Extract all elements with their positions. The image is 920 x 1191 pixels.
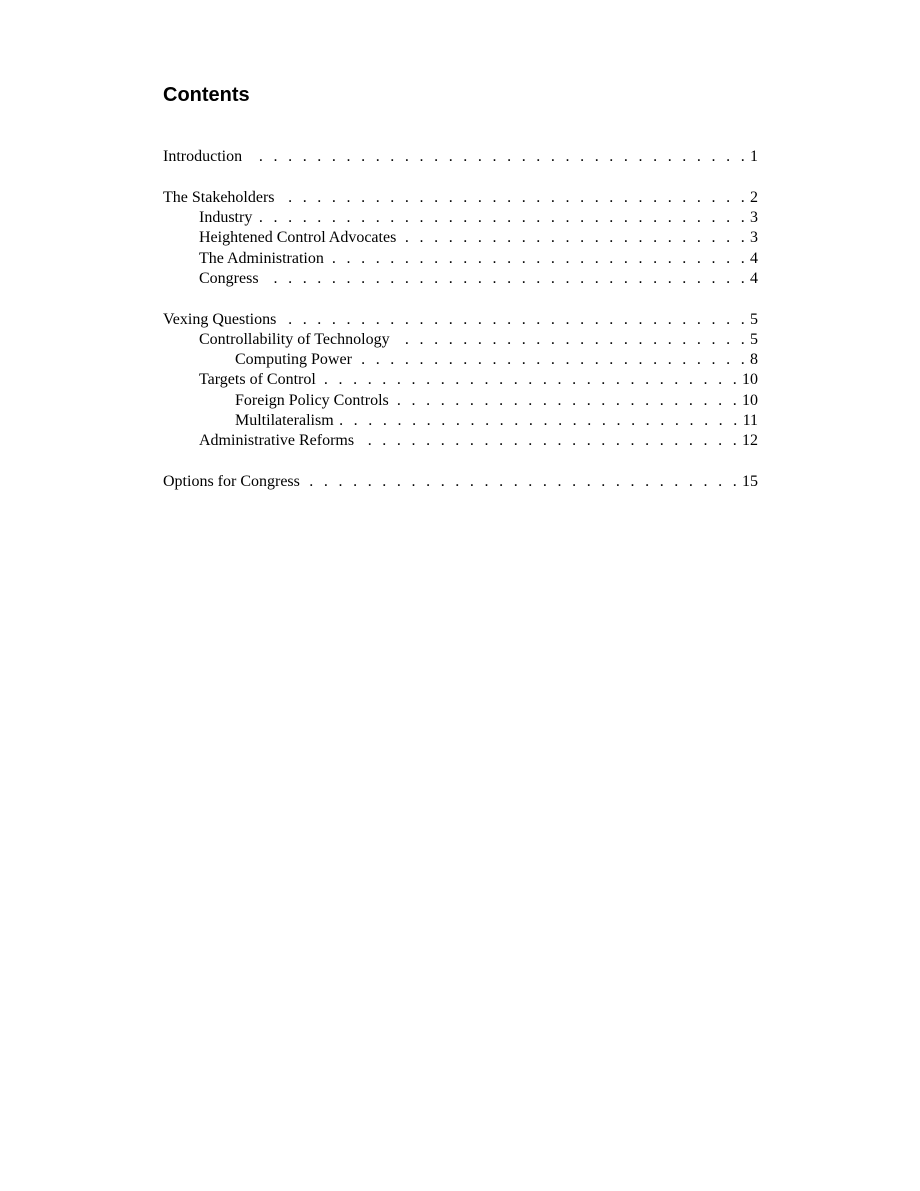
toc-entry-label: Options for Congress <box>163 473 300 490</box>
toc-entry-label: Administrative Reforms <box>199 432 355 449</box>
toc-dot-leader <box>265 269 748 289</box>
toc-entry-foreign-policy-controls[interactable] <box>235 391 758 411</box>
toc-page-number: 5 <box>750 311 758 328</box>
toc-entry-options-for-congress[interactable] <box>163 472 758 492</box>
toc-dot-leader <box>306 472 740 492</box>
toc-page-number: 10 <box>742 371 758 388</box>
toc-page-number: 10 <box>742 392 758 409</box>
toc-entry-label: Controllability of Technology <box>199 331 390 348</box>
toc-entry-the-stakeholders[interactable] <box>163 188 758 208</box>
toc-entry-label: Vexing Questions <box>163 311 277 328</box>
toc-page-number: 4 <box>750 270 758 287</box>
toc-entry-computing-power[interactable] <box>235 350 758 370</box>
toc-dot-leader <box>281 188 748 208</box>
toc-dot-leader <box>322 370 740 390</box>
toc-dot-leader <box>360 431 740 451</box>
toc-dot-leader <box>402 228 748 248</box>
toc-entry-label: Introduction <box>163 148 243 165</box>
toc-dot-leader <box>248 147 748 167</box>
toc-page-number: 5 <box>750 331 758 348</box>
toc-page-number: 1 <box>750 148 758 165</box>
toc-entry-label: The Stakeholders <box>163 189 275 206</box>
toc-entry-vexing-questions[interactable] <box>163 310 758 330</box>
toc-page-number: 2 <box>750 189 758 206</box>
toc-entry-label: The Administration <box>199 250 324 267</box>
toc-page-number: 4 <box>750 250 758 267</box>
toc-dot-leader <box>330 249 748 269</box>
toc-page-number: 11 <box>742 412 758 429</box>
page-title: Contents <box>163 84 250 106</box>
toc-dot-leader <box>395 391 740 411</box>
toc-entry-multilateralism[interactable] <box>235 411 758 431</box>
toc-page-number: 3 <box>750 209 758 226</box>
toc-entry-administrative-reforms[interactable] <box>199 431 758 451</box>
toc-dot-leader <box>340 411 741 431</box>
toc-entry-label: Congress <box>199 270 259 287</box>
toc-page-number: 15 <box>742 473 758 490</box>
toc-entry-label: Heightened Control Advocates <box>199 229 397 246</box>
toc-page-number: 3 <box>750 229 758 246</box>
toc-entry-controllability-of-technology[interactable] <box>199 330 758 350</box>
toc-entry-label: Targets of Control <box>199 371 316 388</box>
toc-page-number: 8 <box>750 351 758 368</box>
toc-dot-leader <box>282 310 748 330</box>
toc-dot-leader <box>396 330 748 350</box>
toc-entry-industry[interactable] <box>199 208 758 228</box>
toc-entry-label: Multilateralism <box>235 412 334 429</box>
toc-entry-label: Computing Power <box>235 351 352 368</box>
toc-entry-label: Foreign Policy Controls <box>235 392 389 409</box>
toc-entry-label: Industry <box>199 209 253 226</box>
toc-page-number: 12 <box>742 432 758 449</box>
toc-dot-leader <box>258 208 748 228</box>
toc-entry-congress[interactable] <box>199 269 758 289</box>
toc-entry-targets-of-control[interactable] <box>199 370 758 390</box>
toc-dot-leader <box>358 350 748 370</box>
toc-entry-introduction[interactable] <box>163 147 758 167</box>
toc-entry-the-administration[interactable] <box>199 249 758 269</box>
toc-entry-heightened-control-advocates[interactable] <box>199 228 758 248</box>
